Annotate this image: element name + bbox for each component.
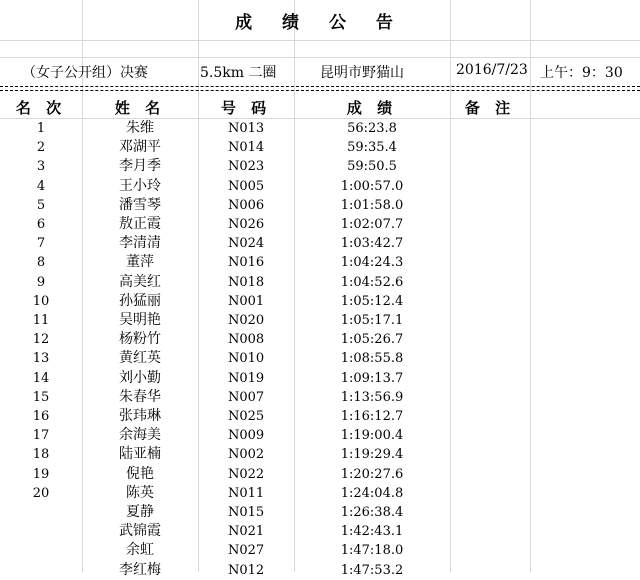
rank-cell: 14: [32, 370, 50, 386]
table-row: [0, 138, 640, 157]
rank-cell: 15: [32, 389, 50, 405]
name-cell: 李月季: [119, 158, 161, 175]
bib-cell: N025: [228, 409, 265, 424]
time-label: 上午：9：30: [540, 65, 623, 81]
bib-cell: N014: [228, 140, 265, 156]
time-cell: 1:09:13.7: [340, 370, 404, 386]
time-cell: 1:04:52.6: [340, 274, 404, 290]
bib-cell: N009: [228, 428, 265, 444]
location-label: 昆明市野猫山: [320, 65, 404, 81]
name-cell: 高美红: [119, 273, 161, 290]
table-row: [0, 234, 640, 253]
rank-cell: [0, 561, 82, 580]
name-cell: 陆亚楠: [119, 446, 161, 463]
grid-line: [0, 57, 640, 58]
name-cell: 朱维: [126, 120, 154, 136]
time-cell: 1:08:55.8: [340, 351, 404, 367]
table-row: [0, 119, 640, 138]
rank-cell: 11: [32, 313, 50, 328]
time-cell: 1:19:00.4: [340, 428, 404, 444]
name-cell: 余虹: [126, 542, 154, 559]
rank-cell: 19: [32, 466, 50, 482]
table-row: [0, 215, 640, 234]
bib-cell: N007: [228, 389, 265, 405]
time-cell: 1:05:12.4: [340, 293, 404, 309]
rank-cell: 1: [36, 121, 46, 136]
bib-cell: N010: [228, 351, 265, 367]
table-row: [0, 407, 640, 426]
bib-cell: N006: [228, 197, 265, 213]
table-row: [0, 253, 640, 272]
table-row: [0, 388, 640, 407]
bib-cell: N002: [228, 447, 265, 463]
rank-cell: 8: [36, 255, 46, 271]
time-cell: 1:20:27.6: [340, 466, 404, 482]
time-cell: 1:16:12.7: [340, 409, 404, 424]
bib-cell: N012: [228, 562, 265, 578]
name-cell: 李红梅: [119, 561, 161, 578]
double-divider: [0, 86, 640, 91]
table-row: [0, 273, 640, 292]
table-row: [0, 445, 640, 464]
name-cell: 李清清: [119, 235, 161, 252]
name-cell: 王小玲: [119, 177, 161, 194]
header-bib: 号 码: [220, 99, 272, 117]
name-cell: 刘小勤: [119, 369, 161, 386]
table-row: [0, 426, 640, 445]
name-cell: 武锦霞: [119, 523, 161, 540]
name-cell: 杨粉竹: [119, 331, 161, 348]
name-cell: 邓湖平: [119, 139, 161, 156]
bib-cell: N005: [228, 178, 265, 194]
rank-cell: [0, 522, 82, 541]
time-cell: 1:02:07.7: [340, 217, 404, 232]
table-row: [0, 177, 640, 196]
table-row: [0, 311, 640, 330]
name-cell: 倪艳: [126, 465, 154, 482]
bib-cell: N018: [228, 274, 265, 290]
bib-cell: N021: [228, 524, 265, 540]
rank-cell: 16: [32, 409, 50, 424]
time-cell: 1:04:24.3: [340, 255, 404, 271]
table-row: [0, 369, 640, 388]
rank-cell: [0, 503, 82, 522]
table-row: [0, 292, 640, 311]
time-cell: 1:47:53.2: [340, 562, 404, 578]
name-cell: 吴明艳: [119, 312, 161, 328]
rank-cell: 2: [36, 140, 46, 156]
time-cell: 1:05:17.1: [340, 313, 404, 328]
time-cell: 1:26:38.4: [340, 505, 404, 520]
bib-cell: N015: [228, 505, 265, 520]
table-row: [0, 465, 640, 484]
group-label: （女子公开组）决赛: [22, 65, 148, 81]
rank-cell: 13: [32, 351, 50, 367]
header-note: 备 注: [464, 99, 516, 117]
name-cell: 余海美: [119, 427, 161, 444]
time-cell: 1:47:18.0: [340, 543, 404, 559]
rank-cell: 5: [36, 197, 46, 213]
time-cell: 1:13:56.9: [340, 389, 404, 405]
bib-cell: N023: [228, 159, 265, 175]
header-name: 姓 名: [114, 99, 166, 117]
bib-cell: N019: [228, 370, 265, 386]
name-cell: 黄红英: [119, 350, 161, 367]
time-cell: 1:05:26.7: [340, 332, 404, 348]
time-cell: 1:01:58.0: [340, 197, 404, 213]
table-row: [0, 561, 640, 580]
table-row: [0, 503, 640, 522]
bib-cell: N026: [228, 217, 265, 232]
time-cell: 59:50.5: [347, 159, 397, 175]
rank-cell: 6: [36, 217, 46, 232]
bib-cell: N022: [228, 466, 265, 482]
distance-label: 5.5km 二圈: [200, 65, 277, 81]
name-cell: 张玮琳: [119, 408, 161, 424]
page-title: 成 绩 公 告: [235, 13, 405, 33]
name-cell: 朱春华: [119, 388, 161, 405]
table-row: [0, 349, 640, 368]
name-cell: 敖正霞: [119, 216, 161, 232]
time-cell: 59:35.4: [347, 140, 397, 156]
rank-cell: 10: [32, 293, 50, 309]
table-row: [0, 484, 640, 503]
rank-cell: 4: [36, 178, 46, 194]
name-cell: 董萍: [126, 254, 154, 271]
bib-cell: N020: [228, 313, 265, 328]
rank-cell: 18: [32, 447, 50, 463]
rank-cell: 7: [36, 236, 46, 252]
bib-cell: N011: [228, 485, 265, 501]
date-label: 2016/7/23: [456, 62, 528, 78]
name-cell: 陈英: [126, 484, 154, 501]
table-row: [0, 330, 640, 349]
bib-cell: N008: [228, 332, 265, 348]
name-cell: 潘雪琴: [119, 196, 161, 213]
time-cell: 1:19:29.4: [340, 447, 404, 463]
name-cell: 孙猛丽: [119, 292, 161, 309]
bib-cell: N024: [228, 236, 265, 252]
table-row: [0, 157, 640, 176]
table-row: [0, 196, 640, 215]
time-cell: 1:24:04.8: [340, 485, 404, 501]
bib-cell: N001: [228, 293, 265, 309]
time-cell: 56:23.8: [347, 121, 397, 136]
header-rank: 名 次: [15, 99, 67, 117]
table-row: [0, 541, 640, 560]
rank-cell: 9: [36, 274, 46, 290]
rank-cell: 20: [32, 485, 50, 501]
time-cell: 1:00:57.0: [340, 178, 404, 194]
time-cell: 1:42:43.1: [340, 524, 404, 540]
rank-cell: [0, 541, 82, 560]
header-result: 成 绩: [346, 99, 398, 117]
time-cell: 1:03:42.7: [340, 236, 404, 252]
table-row: [0, 522, 640, 541]
rank-cell: 3: [36, 159, 46, 175]
bib-cell: N013: [228, 121, 265, 136]
bib-cell: N027: [228, 543, 265, 559]
grid-line: [0, 40, 640, 41]
name-cell: 夏静: [126, 504, 154, 520]
bib-cell: N016: [228, 255, 265, 271]
rank-cell: 12: [32, 332, 50, 348]
rank-cell: 17: [32, 428, 50, 444]
